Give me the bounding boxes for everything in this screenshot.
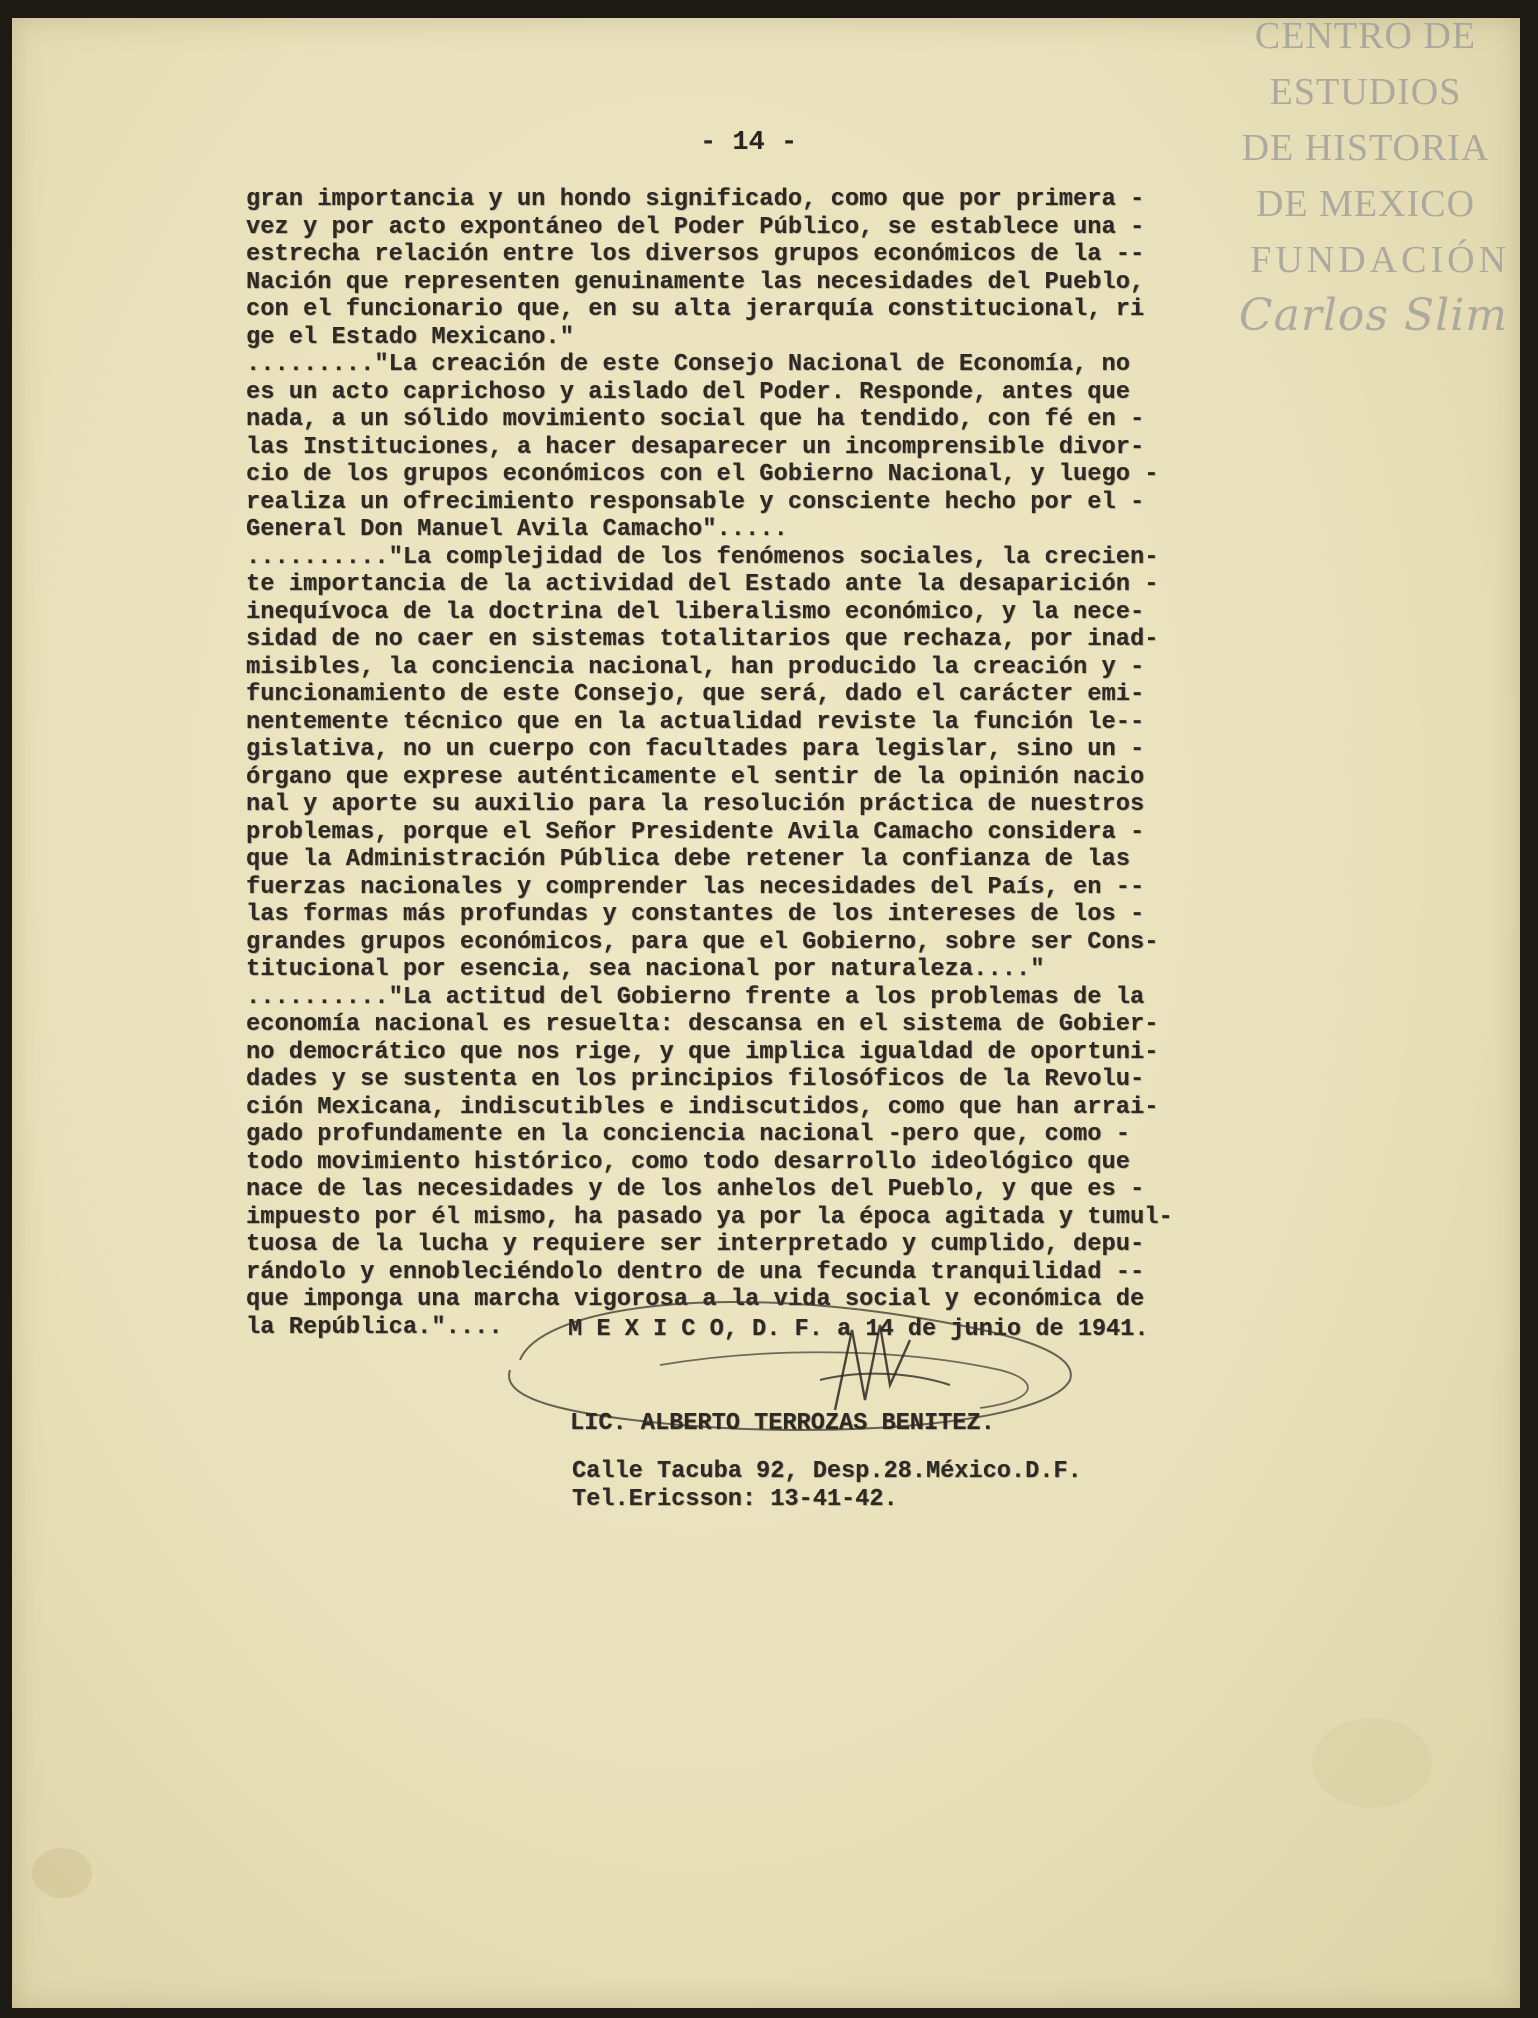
signer-telephone: Tel.Ericsson: 13-41-42. bbox=[572, 1486, 898, 1513]
paper-stain bbox=[1312, 1718, 1432, 1808]
body-line: .........."La actitud del Gobierno frente a los problemas de la bbox=[246, 983, 1145, 1011]
body-line: funcionamiento de este Consejo, que será, dado el carácter emi- bbox=[246, 681, 1145, 708]
body-line: nentemente técnico que en la actualidad reviste la función le-- bbox=[246, 708, 1145, 736]
watermark-line-4: DE MEXICO bbox=[1255, 183, 1476, 225]
body-line: misibles, la conciencia nacional, han producido la creación y - bbox=[246, 653, 1145, 681]
watermark-line-5: FUNDACIÓN bbox=[1250, 239, 1510, 281]
body-line: Nación que representen genuinamente las necesidades del Pueblo, bbox=[246, 268, 1145, 296]
body-line: es un acto caprichoso y aislado del Poder. Responde, antes que bbox=[246, 378, 1131, 406]
watermark-line-2: ESTUDIOS bbox=[1269, 71, 1462, 113]
body-line: realiza un ofrecimiento responsable y consciente hecho por el - bbox=[246, 488, 1145, 516]
body-line: ción Mexicana, indiscutibles e indiscutidos, como que han arrai- bbox=[246, 1093, 1159, 1121]
body-line: rándolo y ennobleciéndolo dentro de una fecunda tranquilidad -- bbox=[246, 1258, 1145, 1286]
body-line: te importancia de la actividad del Estado ante la desaparición - bbox=[246, 571, 1159, 598]
body-line: no democrático que nos rige, y que implica igualdad de oportuni- bbox=[246, 1038, 1159, 1066]
body-line: nada, a un sólido movimiento social que ha tendido, con fé en - bbox=[246, 406, 1145, 433]
body-line: impuesto por él mismo, ha pasado ya por la época agitada y tumul- bbox=[246, 1203, 1173, 1231]
body-line: sidad de no caer en sistemas totalitarios que rechaza, por inad- bbox=[246, 626, 1159, 653]
body-line: órgano que exprese auténticamente el sentir de la opinión nacio bbox=[246, 763, 1145, 791]
watermark-signature: Carlos Slim bbox=[1238, 290, 1508, 341]
body-line: con el funcionario que, en su alta jerarquía constitucional, ri bbox=[246, 296, 1145, 323]
signer-address: Calle Tacuba 92, Desp.28.México.D.F. bbox=[572, 1458, 1082, 1485]
body-line: la República.".... bbox=[246, 1313, 503, 1341]
body-line: que la Administración Pública debe retener la confianza de las bbox=[246, 846, 1131, 873]
body-line: las Instituciones, a hacer desaparecer un incomprensible divor- bbox=[246, 433, 1145, 461]
typed-body-text bbox=[246, 186, 1446, 1341]
body-line: cio de los grupos económicos con el Gobierno Nacional, y luego - bbox=[246, 461, 1159, 488]
body-line: nal y aporte su auxilio para la resolución práctica de nuestros bbox=[246, 791, 1145, 818]
body-line: gislativa, no un cuerpo con facultades para legislar, sino un - bbox=[246, 736, 1145, 763]
body-line: que imponga una marcha vigorosa a la vida social y económica de bbox=[246, 1286, 1145, 1313]
body-line: ........."La creación de este Consejo Nacional de Economía, no bbox=[246, 351, 1131, 378]
body-line: ge el Estado Mexicano." bbox=[246, 323, 574, 351]
body-line: gran importancia y un hondo significado, como que por primera - bbox=[246, 186, 1145, 213]
date-line: M E X I C O, D. F. a 14 de junio de 1941. bbox=[568, 1316, 1149, 1343]
body-line: economía nacional es resuelta: descansa en el sistema de Gobier- bbox=[246, 1011, 1159, 1038]
body-line: vez y por acto expontáneo del Poder Público, se establece una - bbox=[246, 213, 1145, 241]
body-line: fuerzas nacionales y comprender las necesidades del País, en -- bbox=[246, 873, 1145, 901]
body-line: nace de las necesidades y de los anhelos del Pueblo, y que es - bbox=[246, 1176, 1145, 1203]
body-line: tuosa de la lucha y requiere ser interpretado y cumplido, depu- bbox=[246, 1231, 1145, 1258]
body-line: General Don Manuel Avila Camacho"..... bbox=[246, 516, 788, 543]
body-line: problemas, porque el Señor Presidente Avila Camacho considera - bbox=[246, 818, 1145, 846]
watermark-line-3: DE HISTORIA bbox=[1241, 127, 1490, 169]
signer-name: LIC. ALBERTO TERROZAS BENITEZ. bbox=[570, 1410, 995, 1437]
page-number: - 14 - bbox=[700, 128, 798, 158]
body-line: inequívoca de la doctrina del liberalismo económico, y la nece- bbox=[246, 598, 1145, 626]
body-line: titucional por esencia, sea nacional por naturaleza...." bbox=[246, 956, 1045, 983]
body-line: dades y se sustenta en los principios filosóficos de la Revolu- bbox=[246, 1066, 1145, 1093]
body-line: estrecha relación entre los diversos grupos económicos de la -- bbox=[246, 241, 1145, 268]
body-line: todo movimiento histórico, como todo desarrollo ideológico que bbox=[246, 1148, 1131, 1176]
paper-stain bbox=[32, 1848, 92, 1898]
watermark-line-1: CENTRO DE bbox=[1254, 15, 1477, 57]
body-line: las formas más profundas y constantes de los intereses de los - bbox=[246, 901, 1145, 928]
body-line: grandes grupos económicos, para que el Gobierno, sobre ser Cons- bbox=[246, 928, 1159, 956]
body-line: gado profundamente en la conciencia nacional -pero que, como - bbox=[246, 1121, 1131, 1148]
body-line: .........."La complejidad de los fenómenos sociales, la crecien- bbox=[246, 543, 1159, 571]
